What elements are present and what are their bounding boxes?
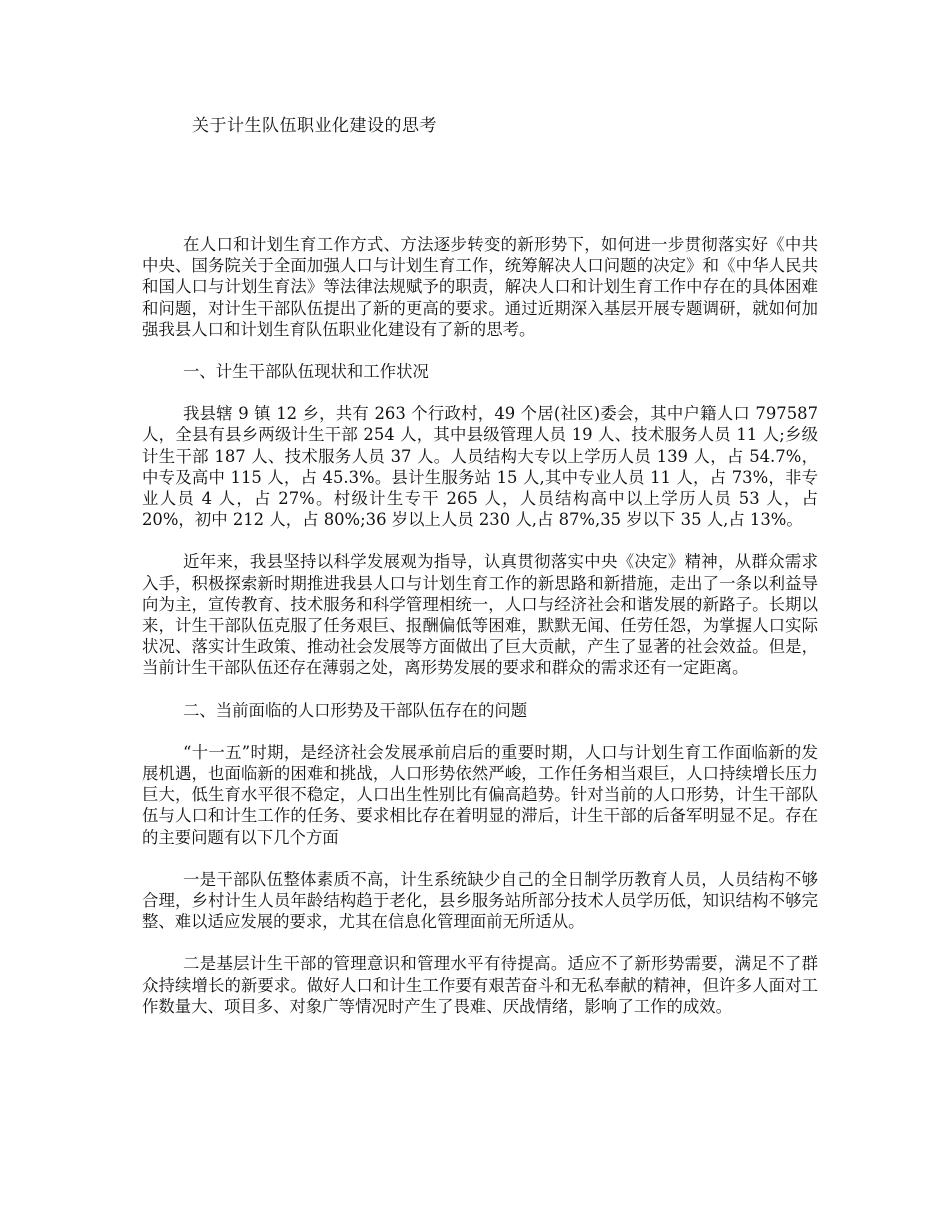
section-heading-2: 二、当前面临的人口形势及干部队伍存在的问题 xyxy=(183,700,528,720)
section2-paragraph-2: 一是干部队伍整体素质不高，计生系统缺少自己的全日制学历教育人员，人员结构不够合理，乡村计生人员年龄结构趋于老化，县乡服务站所部分技术人员学历低，知识结构不够完整、难以适应发展的要求，尤其在信息化管理面前无所适从。 xyxy=(142,869,818,932)
section-heading-1: 一、计生干部队伍现状和工作状况 xyxy=(183,362,429,382)
section2-paragraph-3: 二是基层计生干部的管理意识和管理水平有待提高。适应不了新形势需要，满足不了群众持续增长的新要求。做好人口和计生工作要有艰苦奋斗和无私奉献的精神，但许多人面对工作数量大、项目多、对象广等情况时产生了畏难、厌战情绪，影响了工作的成效。 xyxy=(142,954,818,1016)
section1-paragraph-2: 近年来，我县坚持以科学发展观为指导，认真贯彻落实中央《决定》精神，从群众需求入手，积极探索新时期推进我县人口与计划生育工作的新思路和新措施，走出了一条以利益导向为主，宣传教育、技术服务和科学管理相统一，人口与经济社会和谐发展的新路子。长期以来，计生干部队伍克服了任务艰巨、报酬偏低等困难，默默无闻、任劳任怨，为掌握人口实际状况、落实计生政策、推动社会发展等方面做出了巨大贡献，产生了显著的社会效益。但是，当前计生干部队伍还存在薄弱之处，离形势发展的要求和群众的需求还有一定距离。 xyxy=(142,552,818,678)
document-body xyxy=(142,234,818,1038)
intro-paragraph: 在人口和计划生育工作方式、方法逐步转变的新形势下，如何进一步贯彻落实好《中共中央、国务院关于全面加强人口与计划生育工作，统筹解决人口问题的决定》和《中华人民共和国人口与计划生育法》等法律法规赋予的职责，解决人口和计划生育工作中存在的具体困难和问题，对计生干部队伍提出了新的更高的要求。通过近期深入基层开展专题调研，就如何加强我县人口和计划生育队伍职业化建设有了新的思考。 xyxy=(142,235,818,339)
section2-paragraph-1: “十一五”时期，是经济社会发展承前启后的重要时期，人口与计划生育工作面临新的发展机遇，也面临新的困难和挑战，人口形势依然严峻，工作任务相当艰巨，人口持续增长压力巨大，低生育水平很不稳定，人口出生性别比有偏高趋势。针对当前的人口形势，计生干部队伍与人口和计生工作的任务、要求相比存在着明显的滞后，计生干部的后备军明显不足。存在的主要问题有以下几个方面 xyxy=(142,742,818,847)
document-title: 关于计生队伍职业化建设的思考 xyxy=(192,116,437,136)
section1-paragraph-1: 我县辖 9 镇 12 乡，共有 263 个行政村，49 个居(社区)委会，其中户籍人口 797587 人，全县有县乡两级计生干部 254 人，其中县级管理人员 19 人、技术服务人员 11 人;乡级计生干部 187 人、技术服务人员 37 人。人员结构大专以上学历人员 139 人，占 54.7%，中专及高中 115 人，占 45.3%。县计生服务站 15 人,其中专业人员 11 人，占 73%，非专业人员 4 人，占 27%。村级计生专干 265 人，人员结构高中以上学历人员 53 人，占 20%，初中 212 人，占 80%;36 岁以上人员 230 人,占 87%,35 岁以下 35 人,占 13%。 xyxy=(142,404,818,530)
